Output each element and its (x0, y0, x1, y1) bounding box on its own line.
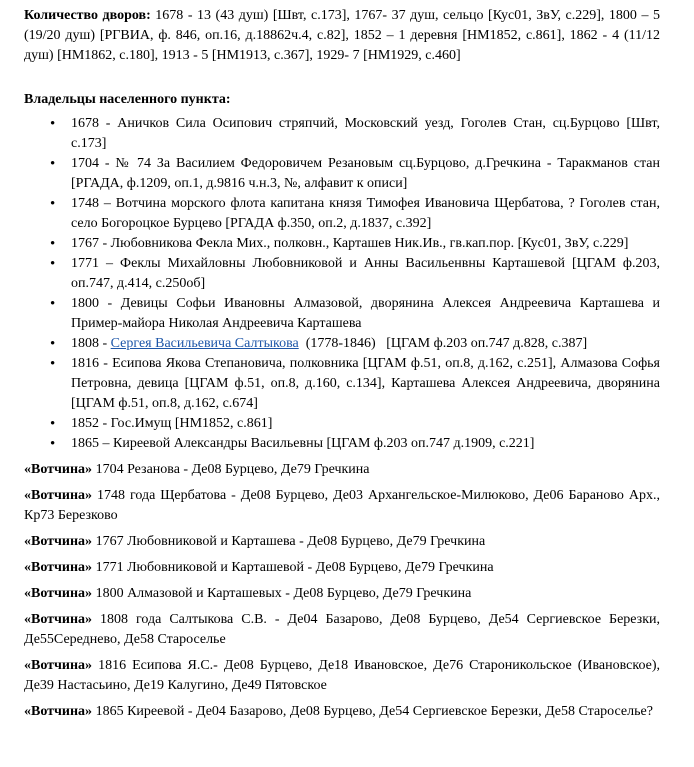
votchina-paragraph (24, 610, 660, 650)
votchina-text: 1865 Киреевой - Де04 Базарово, Де08 Бурцево, Де54 Сергиевское Березки, Де58 Старосельe? (92, 704, 653, 719)
votchina-paragraph (24, 460, 660, 480)
owner-item: • 1748 – Вотчина морского флота капитана князя Тимофея Ивановича Щербатова, ? Гоголев стан, село Богороцкое Бурцево [РГАДА ф.350, оп.2, д.1837, с.392] (24, 194, 660, 234)
votchina-paragraph (24, 656, 660, 696)
owners-list (24, 114, 660, 454)
votchina-paragraph (24, 702, 660, 722)
document-page (24, 6, 660, 722)
votchina-text: 1771 Любовниковой и Карташевой - Де08 Бурцево, Де79 Гречкина (92, 560, 494, 575)
owner-item: • 1800 - Девицы Софьи Ивановны Алмазовой, дворянина Алексея Андреевича Карташева и Пример-майора Николая Андреевича Карташева (24, 294, 660, 334)
votchina-paragraph (24, 532, 660, 552)
owner-item-prefix: 1808 - (71, 336, 111, 351)
households-paragraph (24, 6, 660, 66)
saltykov-link[interactable]: Сергея Васильевича Салтыкова (110, 336, 299, 351)
owner-item: • 1767 - Любовникова Фекла Мих., полковн., Карташев Ник.Ив., гв.кап.пор. [Кус01, ЗвУ, с.229] (24, 234, 660, 254)
votchina-text: 1808 года Салтыкова С.В. - Де04 Базарово, Де08 Бурцево, Де54 Сергиевское Березки, Де55Середнево, Де58 Староселье (24, 612, 660, 647)
votchina-label: «Вотчина» (24, 488, 93, 503)
votchina-text: 1748 года Щербатова - Де08 Бурцево, Де03 Архангельское-Милюково, Де06 Бараново Арх., Кр73 Березково (24, 488, 660, 523)
votchina-label: «Вотчина» (24, 612, 93, 627)
owner-item (24, 334, 660, 354)
votchina-paragraph (24, 558, 660, 578)
owner-item: • 1704 - № 74 За Василием Федоровичем Резановым сц.Бурцово, д.Гречкина - Таракманов стан [РГАДА, ф.1209, оп.1, д.9816 ч.н.3, №, алфавит к описи] (24, 154, 660, 194)
votchina-text: 1800 Алмазовой и Карташевых - Де08 Бурцево, Де79 Гречкина (92, 586, 472, 601)
owner-item: • 1771 – Феклы Михайловны Любовниковой и Анны Васильенвны Карташевой [ЦГАМ ф.203, оп.747, д.414, с.250об] (24, 254, 660, 294)
owner-item: • 1852 - Гос.Имущ [НМ1852, с.861] (24, 414, 660, 434)
votchina-text: 1767 Любовниковой и Карташева - Де08 Бурцево, Де79 Гречкина (92, 534, 486, 549)
households-text: 1678 - 13 (43 душ) [Швт, с.173], 1767- 37 душ, сельцо [Кус01, ЗвУ, с.229], 1800 – 5 (19/20 душ) [РГВИА, ф. 846, оп.16, д.18862ч.4, с.82], 1852 – 1 деревня [НМ1852, с.861], 1862 - 4 (11/12 душ) [НМ1862, с.180], 1913 - 5 [НМ1913, с.367], 1929- 7 [НМ1929, с.460] (24, 8, 660, 63)
votchina-label: «Вотчина» (24, 560, 93, 575)
votchina-text: 1704 Резанова - Де08 Бурцево, Де79 Гречкина (92, 462, 370, 477)
owner-item: • 1678 - Аничков Сила Осипович стряпчий, Московский уезд, Гоголев Стан, сц.Бурцово [Швт, с.173] (24, 114, 660, 154)
votchina-label: «Вотчина» (24, 534, 93, 549)
votchina-paragraph (24, 584, 660, 604)
owner-item: • 1816 - Есипова Якова Степановича, полковника [ЦГАМ ф.51, оп.8, д.162, с.251], Алмазова Софья Петровна, девица [ЦГАМ ф.51, оп.8, д.160, с.134], Карташева Алексея Андреевича, дворянина [ЦГАМ ф.51, оп.8, д.162, с.674] (24, 354, 660, 414)
owner-item: • 1865 – Киреевой Александры Васильевны [ЦГАМ ф.203 оп.747 д.1909, с.221] (24, 434, 660, 454)
votchina-label: «Вотчина» (24, 658, 93, 673)
votchina-label: «Вотчина» (24, 586, 93, 601)
households-label: Количество дворов: (24, 8, 151, 23)
owners-heading: Владельцы населенного пункта: (24, 92, 231, 107)
votchina-label: «Вотчина» (24, 704, 93, 719)
owner-item-suffix: (1778-1846) [ЦГАМ ф.203 оп.747 д.828, с.387] (298, 336, 588, 351)
votchina-label: «Вотчина» (24, 462, 93, 477)
votchina-text: 1816 Есипова Я.С.- Де08 Бурцево, Де18 Ивановское, Де76 Староникольское (Ивановское), Де39 Настасьино, Де19 Калугино, Де49 Пятовское (24, 658, 660, 693)
votchina-paragraph (24, 486, 660, 526)
